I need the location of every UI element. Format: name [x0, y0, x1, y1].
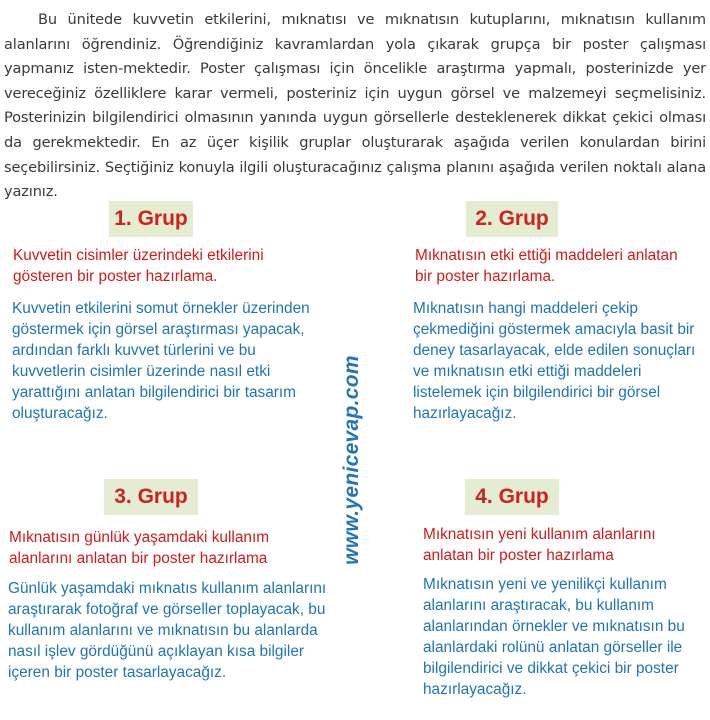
group-2-task: Mıknatısın etki ettiği maddeleri anlatan bir poster hazırlama. [415, 247, 678, 285]
group-2-title: 2. Grup [466, 201, 558, 237]
group-2-plan: Mıknatısın hangi maddeleri çekip çekmediğini göstermek amacıyla basit bir deney tasarlayacak, elde edilen sonuçları ve mıknatısın etki ettiği maddeleri listelemek için bilgilendirici bir görsel hazırlayacağız. [413, 300, 696, 422]
group-4-title: 4. Grup [465, 479, 559, 515]
group-4-task: Mıknatısın yeni kullanım alanlarını anlatan bir poster hazırlama [423, 526, 656, 564]
group-1-plan: Kuvvetin etkilerini somut örnekler üzerinden göstermek için görsel araştırması yapacak, ardından farklı kuvvet türlerini ve bu kuvvetlerin cisimler üzerinde nasıl etki yarattığını anlatan bilgilendirici bir tasarım oluşturacağız. [12, 300, 310, 422]
group-1-task: Kuvvetin cisimler üzerindeki etkilerini gösteren bir poster hazırlama. [13, 247, 264, 285]
group-3-plan: Günlük yaşamdaki mıknatıs kullanım alanlarını araştırarak fotoğraf ve görseller toplayacak, bu kullanım alanlarını ve mıknatısın bu alanlarda nasıl işlev gördüğünü açıklayan kısa bilgiler içeren bir poster tasarlayacağız. [8, 580, 327, 681]
intro-paragraph: Bu ünitede kuvvetin etkilerini, mıknatısı ve mıknatısın kutuplarını, mıknatısın kullanım alanlarını öğrendiniz. Öğrendiğiniz kavramlardan yola çıkarak grupça bir poster çalışması yapmanız isten-mektedir. Poster çalışması için öncelikle araştırma yapmalı, posterinizde yer vereceğiniz özelliklere karar vermeli, posteriniz için uygun görsel ve malzemeyi seçmelisiniz. Posterinizin bilgilendirici olmasının yanında uygun görsellerle desteklenerek dikkat çekici olması da gerekmektedir. En az üçer kişilik gruplar oluşturarak aşağıda verilen konulardan birini seçebilirsiniz. Seçtiğiniz konuyla ilgili oluşturacağınız çalışma planını aşağıda verilen noktalı alana yazınız. [4, 11, 706, 201]
group-3-title: 3. Grup [104, 479, 198, 515]
group-3-task: Mıknatısın günlük yaşamdaki kullanım alanlarını anlatan bir poster hazırlama [9, 529, 270, 567]
site-watermark: www.yenicevap.com [340, 355, 363, 565]
group-4-plan: Mıknatısın yeni ve yenilikçi kullanım alanlarını araştıracak, bu kullanım alanlarından örnekler ve mıknatısın bu alanlardaki rolünü anlatan görseller ile bilgilendirici ve dikkat çekici bir poster hazırlayacağız. [423, 576, 685, 698]
group-1-title: 1. Grup [109, 201, 193, 237]
